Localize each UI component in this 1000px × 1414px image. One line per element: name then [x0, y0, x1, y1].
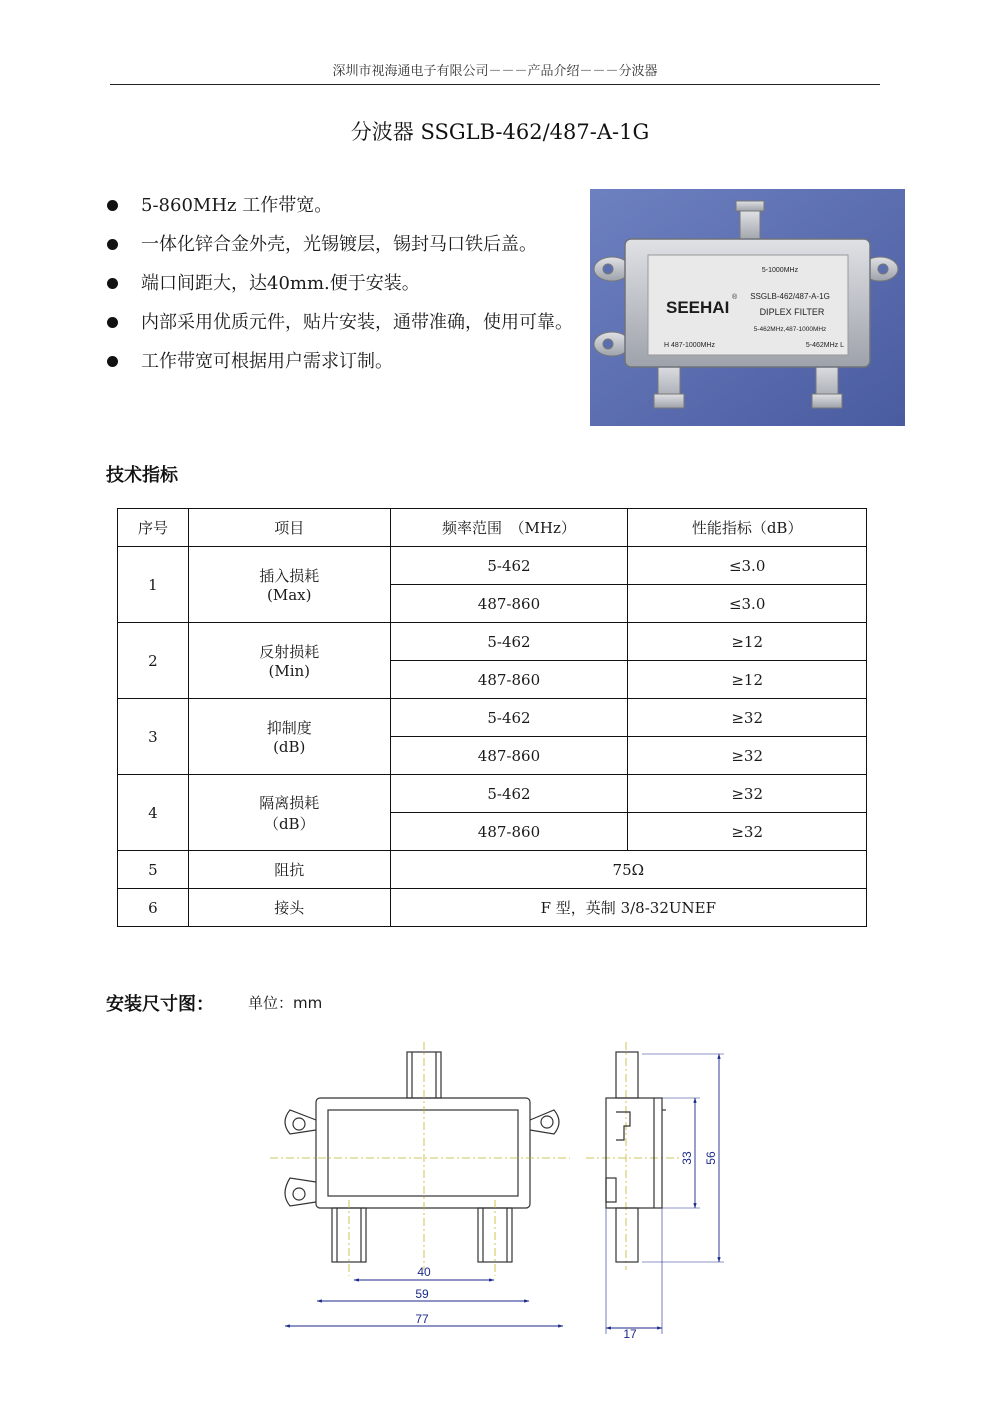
- dimension-drawing: [270, 1040, 730, 1340]
- header-rule: [110, 84, 880, 85]
- item-name: 隔离损耗: [259, 793, 320, 812]
- table-row: [118, 851, 867, 889]
- product-title: 分波器 SSGLB-462/487-A-1G: [350, 120, 650, 144]
- value-cell: 75Ω: [390, 851, 866, 889]
- photo-top-port: 5-1000MHz: [761, 267, 799, 274]
- item-name: 接头: [188, 889, 390, 927]
- item-condition: (Max): [267, 586, 312, 604]
- row-number: 4: [118, 775, 189, 851]
- header-cell: 项目: [188, 509, 390, 547]
- row-number: 6: [118, 889, 189, 927]
- item-cell: [188, 623, 390, 699]
- header-cell: 性能指标（dB）: [628, 509, 867, 547]
- photo-bands: 5-462MHz,487-1000MHz: [753, 326, 827, 333]
- table-row: [118, 623, 867, 661]
- dim-56: 56: [704, 1151, 718, 1165]
- feature-item: [105, 342, 575, 381]
- value-cell: ≥32: [628, 775, 867, 813]
- value-cell: ≥32: [628, 737, 867, 775]
- feature-item: [105, 225, 575, 264]
- row-number: 1: [118, 547, 189, 623]
- item-cell: [188, 547, 390, 623]
- value-cell: ≥32: [628, 813, 867, 851]
- photo-type: DIPLEX FILTER: [759, 307, 825, 317]
- value-cell: ≥12: [628, 623, 867, 661]
- photo-right-port: 5-462MHz L: [805, 342, 844, 349]
- bullet-icon: [107, 278, 118, 289]
- dim-77: 77: [415, 1312, 429, 1326]
- unit-label: 单位：mm: [248, 994, 323, 1012]
- table-row: [118, 889, 867, 927]
- value-cell: ≥32: [628, 699, 867, 737]
- table-header-row: [118, 509, 867, 547]
- spec-section-title: 技术指标: [106, 465, 178, 486]
- row-number: 5: [118, 851, 189, 889]
- feature-item: [105, 186, 575, 225]
- feature-item: [105, 303, 575, 342]
- freq-cell: 487-860: [390, 813, 628, 851]
- item-name: 抑制度: [266, 719, 312, 737]
- header-cell: 序号: [118, 509, 189, 547]
- table-row: [118, 699, 867, 737]
- spec-table: [117, 508, 867, 927]
- feature-text: 端口间距大，达40mm.便于安装。: [141, 273, 420, 294]
- freq-cell: 5-462: [390, 775, 628, 813]
- dim-17: 17: [623, 1327, 637, 1340]
- dim-59: 59: [415, 1287, 429, 1301]
- dim-40: 40: [417, 1265, 431, 1279]
- item-condition: (Min): [268, 662, 311, 680]
- item-condition: （dB）: [263, 814, 315, 833]
- value-cell: F 型，英制 3/8-32UNEF: [390, 889, 866, 927]
- item-cell: [188, 775, 390, 851]
- feature-text: 内部采用优质元件，贴片安装，通带准确，使用可靠。: [141, 312, 573, 333]
- item-name: 反射损耗: [259, 643, 320, 661]
- feature-text: 工作带宽可根据用户需求订制。: [141, 351, 393, 372]
- row-number: 2: [118, 623, 189, 699]
- dim-33: 33: [680, 1151, 694, 1165]
- feature-item: [105, 264, 575, 303]
- item-name: 插入损耗: [259, 567, 320, 585]
- value-cell: ≤3.0: [628, 585, 867, 623]
- freq-cell: 487-860: [390, 737, 628, 775]
- bullet-icon: [107, 239, 118, 250]
- freq-cell: 5-462: [390, 623, 628, 661]
- freq-cell: 487-860: [390, 585, 628, 623]
- item-condition: (dB): [273, 738, 306, 756]
- install-section-title: 安装尺寸图：: [106, 994, 214, 1015]
- photo-brand: SEEHAI: [666, 298, 730, 317]
- freq-cell: 487-860: [390, 661, 628, 699]
- dimension-lines: [285, 1054, 724, 1334]
- table-row: [118, 775, 867, 813]
- photo-reg-mark: ®: [732, 294, 738, 301]
- freq-cell: 5-462: [390, 547, 628, 585]
- front-view: [285, 1052, 559, 1262]
- table-row: [118, 547, 867, 585]
- photo-model: SSGLB-462/487-A-1G: [750, 292, 830, 301]
- row-number: 3: [118, 699, 189, 775]
- header-cell: 频率范围 （MHz）: [390, 509, 628, 547]
- freq-cell: 5-462: [390, 699, 628, 737]
- side-view: [606, 1052, 666, 1262]
- value-cell: ≤3.0: [628, 547, 867, 585]
- bullet-icon: [107, 200, 118, 211]
- top-connector: [736, 201, 764, 241]
- bullet-icon: [107, 356, 118, 367]
- feature-list: [105, 186, 575, 381]
- item-cell: [188, 699, 390, 775]
- value-cell: ≥12: [628, 661, 867, 699]
- item-name: 阻抗: [188, 851, 390, 889]
- page-header: 深圳市视海通电子有限公司－－－产品介绍－－－分波器: [332, 64, 658, 79]
- bullet-icon: [107, 317, 118, 328]
- feature-text: 一体化锌合金外壳，光锡镀层，锡封马口铁后盖。: [141, 234, 537, 255]
- product-photo: [590, 189, 905, 426]
- feature-text: 5-860MHz 工作带宽。: [141, 195, 333, 216]
- photo-left-port: H 487-1000MHz: [664, 342, 715, 349]
